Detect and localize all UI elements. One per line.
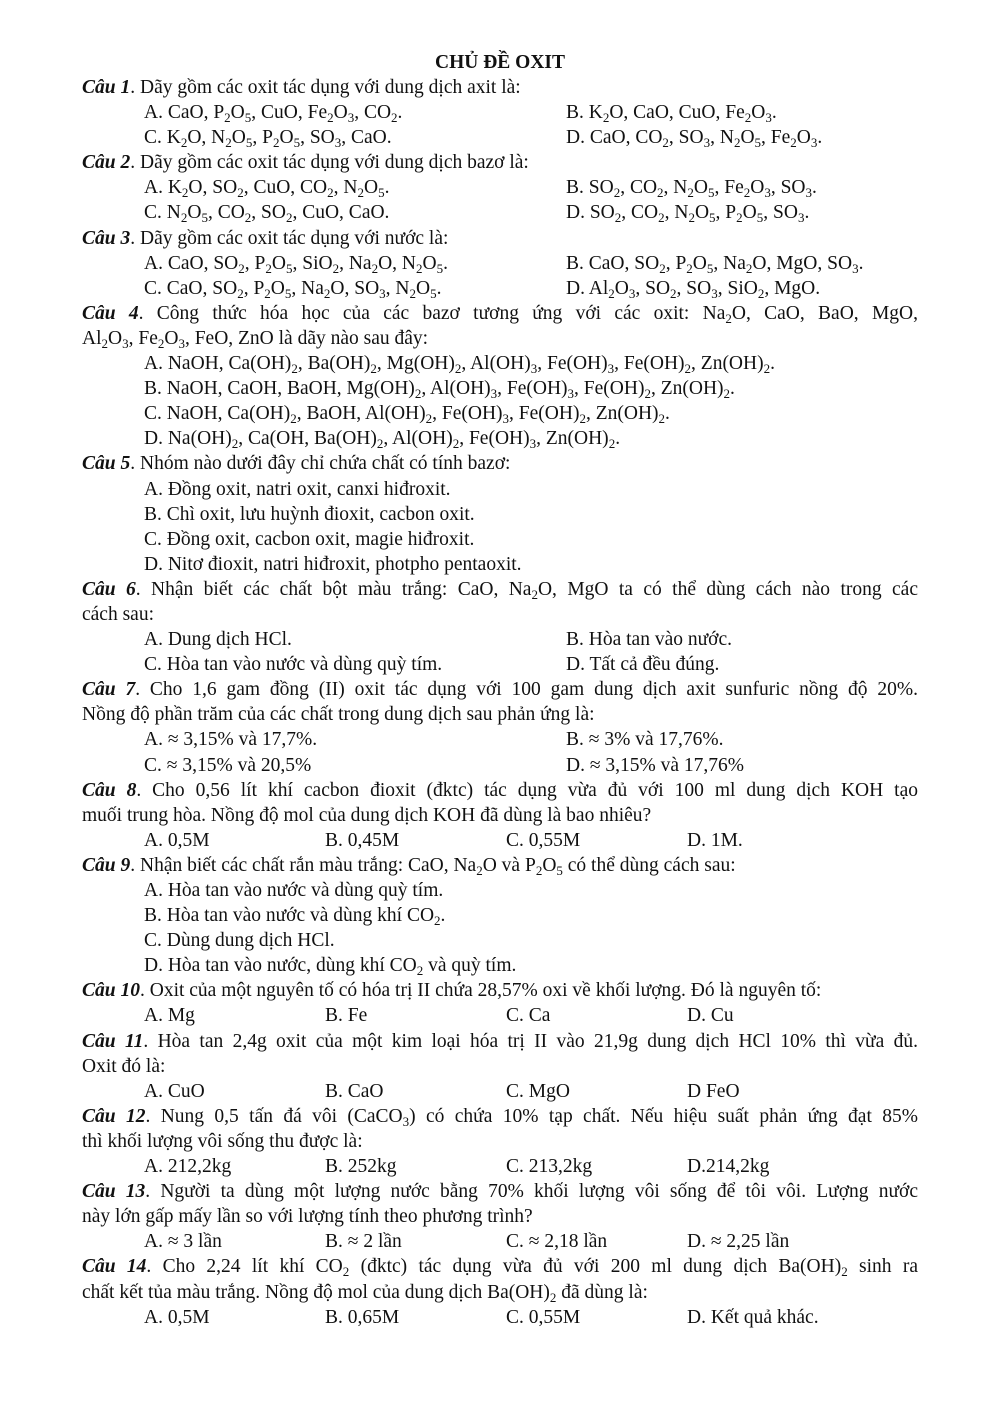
answer-option-c: C. Hòa tan vào nước và dùng quỳ tím. [144, 654, 443, 676]
answer-option-b: B. $K_2O$, CaO, CuO, $Fe_2O_3$. [566, 102, 777, 126]
answer-option-c: C. $N_2O_5$, $CO_2$, $SO_2$, CuO, CaO. [144, 202, 390, 226]
question-label: Câu 7 [82, 679, 136, 701]
question-text: . Người ta dùng một lượng nước bằng 70% khối lượng vôi sống để tôi vôi. Lượng nước [145, 1181, 918, 1203]
options-row [82, 727, 918, 752]
question-stem [82, 451, 918, 476]
answer-option-a: A. NaOH, $Ca(OH)_2$, $Ba(OH)_2$, $Mg(OH)_2$, $Al(OH)_3$, $Fe(OH)_3$, $Fe(OH)_2$, $Zn(OH)_2$. [144, 353, 775, 377]
question-block [82, 978, 918, 1028]
worksheet [82, 50, 918, 1330]
question-text: . Cho 2,24 lít khí $CO_2$ (đktc) tác dụng vừa đủ với 200 ml dung dịch $Ba(OH)_2$ sinh ra [146, 1256, 918, 1280]
question-block [82, 853, 918, 978]
question-label: Câu 14 [82, 1256, 147, 1278]
answer-option-a: A. ≈ 3,15% và 17,7%. [144, 729, 318, 751]
question-block [82, 301, 918, 452]
options-row [82, 652, 918, 677]
options-row [82, 1305, 918, 1330]
options-row [82, 953, 918, 978]
question-stem [82, 1179, 918, 1204]
question-stem-continued: $Al_2O_3$, $Fe_2O_3$, FeO, ZnO là dãy nào sau đây: [82, 327, 429, 351]
answer-option-d: D. CaO, $CO_2$, $SO_3$, $N_2O_5$, $Fe_2O_3$. [566, 127, 823, 151]
options-row [82, 828, 918, 853]
options-row [82, 125, 918, 150]
question-text: . Dãy gồm các oxit tác dụng với dung dịch bazơ là: [130, 152, 529, 174]
answer-option-c: C. ≈ 3,15% và 20,5% [144, 754, 312, 776]
options-row [82, 175, 918, 200]
answer-option-c: C. MgO [506, 1080, 570, 1102]
options-row [82, 376, 918, 401]
options-row [82, 276, 918, 301]
options-row [82, 903, 918, 928]
question-block [82, 677, 918, 777]
answer-option-a: A. Hòa tan vào nước và dùng quỳ tím. [144, 880, 444, 901]
answer-option-a: A. Dung dịch HCl. [144, 629, 292, 651]
question-label: Câu 5 [82, 453, 131, 475]
options-row [82, 1229, 918, 1254]
question-text: . Nhóm nào dưới đây chỉ chứa chất có tính bazơ: [130, 453, 511, 475]
options-row [82, 1154, 918, 1179]
answer-option-a: A. Mg [144, 1005, 195, 1027]
options-row [82, 753, 918, 778]
question-block [82, 150, 918, 225]
question-stem-continued: này lớn gấp mấy lần so với lượng tính theo phương trình? [82, 1206, 533, 1228]
question-text: . Nung 0,5 tấn đá vôi (CaCO$_3$) có chứa 10% tạp chất. Nếu hiệu suất phản ứng đạt 85% [145, 1105, 918, 1129]
answer-option-d: D. $Al_2O_3$, $SO_2$, $SO_3$, SiO$_2$, MgO. [566, 277, 821, 301]
question-label: Câu 3 [82, 227, 131, 249]
answer-option-b: B. 252kg [325, 1156, 397, 1178]
answer-option-b: B. 0,65M [325, 1306, 400, 1328]
page-title: CHỦ ĐỀ OXIT [434, 52, 566, 73]
answer-option-b: B. Hòa tan vào nước. [566, 629, 733, 651]
answer-option-d: D. Kết quả khác. [687, 1306, 819, 1328]
answer-option-d: D. 1M. [687, 829, 743, 851]
question-stem [82, 677, 918, 702]
answer-option-c: C. 0,55M [506, 1306, 581, 1328]
options-row [82, 627, 918, 652]
options-row [82, 1003, 918, 1028]
answer-option-b: B. ≈ 3% và 17,76%. [566, 729, 724, 751]
answer-option-c: C. 0,55M [506, 829, 581, 851]
question-label: Câu 4 [82, 302, 139, 324]
question-stem-continued: Oxit đó là: [82, 1055, 166, 1077]
question-label: Câu 2 [82, 152, 131, 174]
answer-option-b: B. Fe [325, 1005, 368, 1027]
question-stem-continued: cách sau: [82, 603, 155, 625]
question-block [82, 1104, 918, 1179]
answer-option-b: B. Chì oxit, lưu huỳnh đioxit, cacbon oxit. [144, 503, 475, 525]
options-row [82, 426, 918, 451]
options-row [82, 100, 918, 125]
answer-option-a: A. 0,5M [144, 829, 210, 851]
question-stem [82, 577, 918, 602]
answer-option-a: A. CuO [144, 1080, 205, 1102]
answer-option-c: C. Dùng dung dịch HCl. [144, 930, 335, 952]
question-list [82, 75, 918, 1330]
answer-option-d: D. Cu [687, 1005, 734, 1027]
question-stem-continued: Nồng độ phần trăm của các chất trong dung dịch sau phản ứng là: [82, 704, 595, 726]
answer-option-d: D FeO [687, 1080, 740, 1102]
question-stem [82, 978, 918, 1003]
answer-option-c: C. $K_2O$, $N_2O_5$, $P_2O_5$, $SO_3$, CaO. [144, 127, 392, 151]
answer-option-a: A. 212,2kg [144, 1156, 232, 1178]
question-stem-continued: chất kết tủa màu trắng. Nồng độ mol của dung dịch $Ba(OH)_2$ đã dùng là: [82, 1281, 648, 1305]
question-stem-continued: muối trung hòa. Nồng độ mol của dung dịch KOH đã dùng là bao nhiêu? [82, 804, 652, 826]
question-label: Câu 8 [82, 779, 137, 801]
question-stem [82, 1254, 918, 1279]
question-text: . Cho 1,6 gam đồng (II) oxit tác dụng với 100 gam dung dịch axit sunfuric nồng độ 20%. [135, 679, 918, 701]
question-block [82, 451, 918, 576]
question-text: . Hòa tan 2,4g oxit của một kim loại hóa trị II vào 21,9g dung dịch HCl 10% thì vừa đủ. [143, 1030, 918, 1052]
answer-option-b: B. CaO [325, 1080, 384, 1102]
question-text: . Nhận biết các chất rắn màu trắng: CaO, $Na_2O$ và $P_2O_5$ có thể dùng cách sau: [130, 854, 736, 878]
answer-option-a: A. $K_2O$, $SO_2$, CuO, $CO_2$, $N_2O_5$. [144, 177, 390, 201]
answer-option-b: B. 0,45M [325, 829, 400, 851]
question-stem [82, 301, 918, 326]
question-label: Câu 9 [82, 854, 131, 876]
question-text: . Dãy gồm các oxit tác dụng với nước là: [130, 227, 449, 249]
question-stem [82, 1104, 918, 1129]
options-row [82, 200, 918, 225]
question-label: Câu 6 [82, 578, 136, 600]
question-block [82, 1029, 918, 1104]
question-block [82, 1179, 918, 1254]
answer-option-b: B. NaOH, CaOH, BaOH, $Mg(OH)_2$, $Al(OH)_3$, $Fe(OH)_3$, $Fe(OH)_2$, $Zn(OH)_2$. [144, 378, 735, 402]
options-row [82, 928, 918, 953]
options-row [82, 251, 918, 276]
answer-option-a: A. CaO, $SO_2$, $P_2O_5$, SiO$_2$, $Na_2O$, $N_2O_5$. [144, 252, 448, 276]
answer-option-a: A. Đồng oxit, natri oxit, canxi hiđroxit. [144, 478, 451, 500]
answer-option-d: D.214,2kg [687, 1156, 770, 1178]
options-row [82, 552, 918, 577]
answer-option-b: B. CaO, $SO_2$, $P_2O_5$, $Na_2O$, MgO, $SO_3$. [566, 252, 864, 276]
answer-option-c: C. CaO, $SO_2$, $P_2O_5$, $Na_2O$, $SO_3$, $N_2O_5$. [144, 277, 442, 301]
options-row [82, 1079, 918, 1104]
answer-option-c: C. Đồng oxit, cacbon oxit, magie hiđroxit. [144, 528, 475, 550]
question-stem [82, 75, 918, 100]
question-label: Câu 13 [82, 1181, 146, 1203]
answer-option-a: A. CaO, $P_2O_5$, CuO, $Fe_2O_3$, $CO_2$. [144, 102, 403, 126]
question-stem [82, 226, 918, 251]
options-row [82, 527, 918, 552]
options-row [82, 477, 918, 502]
answer-option-c: C. 213,2kg [506, 1156, 593, 1178]
question-label: Câu 11 [82, 1030, 144, 1052]
answer-option-d: D. Nitơ đioxit, natri hiđroxit, photpho pentaoxit. [144, 553, 522, 575]
question-text: . Cho 0,56 lít khí cacbon đioxit (đktc) tác dụng vừa đủ với 100 ml dung dịch KOH tạo [136, 779, 918, 801]
question-label: Câu 12 [82, 1105, 146, 1127]
answer-option-d: D. $Na(OH)_2$, Ca(OH, $Ba(OH)_2$, $Al(OH)_2$, $Fe(OH)_3$, $Zn(OH)_2$. [144, 428, 621, 452]
answer-option-c: C. Ca [506, 1005, 551, 1027]
question-stem [82, 853, 918, 878]
options-row [82, 351, 918, 376]
question-block [82, 1254, 918, 1329]
question-block [82, 778, 918, 853]
question-stem [82, 150, 918, 175]
answer-option-a: A. 0,5M [144, 1306, 210, 1328]
question-text: . Công thức hóa học của các bazơ tương ứng với các oxit: $Na_2O$, CaO, BaO, MgO, [138, 302, 918, 326]
answer-option-c: C. ≈ 2,18 lần [506, 1231, 608, 1253]
question-block [82, 75, 918, 150]
answer-option-a: A. ≈ 3 lần [144, 1231, 222, 1253]
answer-option-d: D. ≈ 3,15% và 17,76% [566, 754, 745, 776]
answer-option-c: C. NaOH, $Ca(OH)_2$, BaOH, $Al(OH)_2$, $Fe(OH)_3$, $Fe(OH)_2$, $Zn(OH)_2$. [144, 403, 670, 427]
answer-option-b: B. ≈ 2 lần [325, 1231, 402, 1253]
question-text: . Oxit của một nguyên tố có hóa trị II chứa 28,57% oxi về khối lượng. Đó là nguyên tố: [139, 980, 822, 1002]
question-text: . Nhận biết các chất bột màu trắng: CaO, $Na_2O$, MgO ta có thể dùng cách nào trong các [135, 578, 918, 602]
options-row [82, 401, 918, 426]
question-stem [82, 1029, 918, 1054]
options-row [82, 502, 918, 527]
answer-option-d: D. ≈ 2,25 lần [687, 1231, 790, 1253]
question-stem [82, 778, 918, 803]
question-block [82, 577, 918, 677]
answer-option-d: D. Tất cả đều đúng. [566, 654, 720, 676]
answer-option-d: D. $SO_2$, $CO_2$, $N_2O_5$, $P_2O_5$, $SO_3$. [566, 202, 810, 226]
answer-option-b: B. Hòa tan vào nước và dùng khí $CO_2$. [144, 905, 446, 929]
options-row [82, 878, 918, 903]
answer-option-b: B. $SO_2$, $CO_2$, $N_2O_5$, $Fe_2O_3$, $SO_3$. [566, 177, 817, 201]
question-text: . Dãy gồm các oxit tác dụng với dung dịch axit là: [130, 77, 521, 98]
question-label: Câu 1 [82, 77, 131, 98]
question-stem-continued: thì khối lượng vôi sống thu được là: [82, 1130, 363, 1152]
question-block [82, 226, 918, 301]
answer-option-d: D. Hòa tan vào nước, dùng khí $CO_2$ và quỳ tím. [144, 955, 517, 979]
question-label: Câu 10 [82, 980, 140, 1002]
